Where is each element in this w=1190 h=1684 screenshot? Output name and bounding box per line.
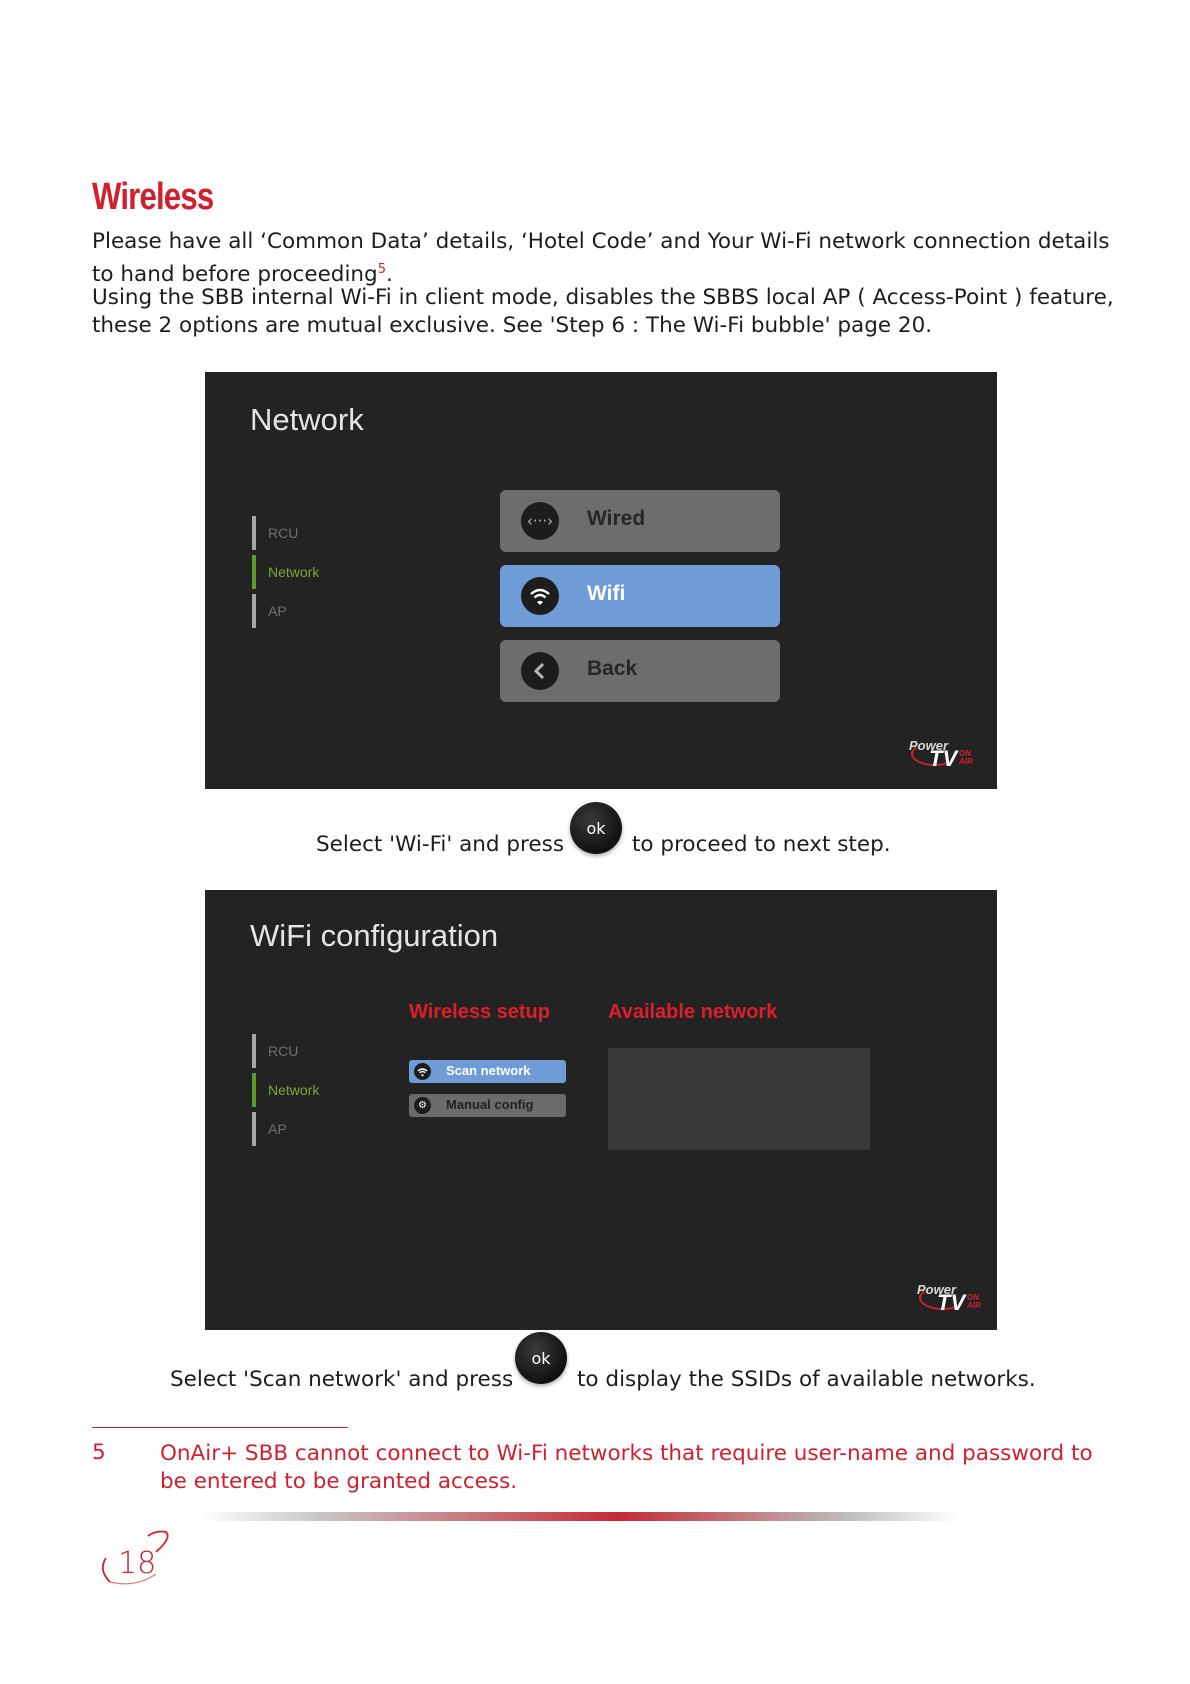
logo-tv-text: TV xyxy=(929,746,958,771)
footnote-number: 5 xyxy=(92,1440,106,1465)
footnote-ref[interactable]: 5 xyxy=(377,262,386,277)
logo-on-air-text: ON AIR xyxy=(967,1293,981,1310)
logo-tv-text: TV xyxy=(937,1290,966,1315)
button-label: Manual config xyxy=(446,1097,534,1112)
nav-label: RCU xyxy=(268,525,299,541)
button-label: Wired xyxy=(587,507,646,530)
available-network-list[interactable] xyxy=(608,1048,870,1150)
nav-indicator xyxy=(252,555,256,589)
screen-title: WiFi configuration xyxy=(250,918,499,953)
footnote-divider xyxy=(92,1427,348,1428)
nav-label: Network xyxy=(268,564,320,580)
screen-title: Network xyxy=(250,402,364,437)
intro-paragraph xyxy=(92,228,1122,289)
caption-text: Select 'Scan network' and press xyxy=(170,1367,514,1392)
nav-indicator xyxy=(252,1034,256,1068)
wired-button[interactable] xyxy=(500,490,780,552)
client-mode-paragraph: Using the SBB internal Wi-Fi in client mode, disables the SBBS local AP ( Access-Point ) feature, these 2 options are mutual exclusive. See 'Step 6 : The Wi-Fi bubble' page 20. xyxy=(92,285,1114,338)
button-label: Back xyxy=(587,657,638,680)
wifi-button[interactable] xyxy=(500,565,780,627)
logo-power-text: Power xyxy=(909,738,949,753)
wifi-icon xyxy=(414,1063,431,1080)
section-title: Wireless xyxy=(92,176,214,218)
available-network-heading: Available network xyxy=(608,1001,778,1023)
caption-text: Select 'Wi-Fi' and press xyxy=(316,832,565,857)
caption-text: to display the SSIDs of available networks. xyxy=(577,1367,1036,1392)
wireless-setup-heading: Wireless setup xyxy=(409,1001,550,1023)
button-label: Scan network xyxy=(446,1063,531,1078)
logo-on-air-text: ON AIR xyxy=(959,749,973,766)
footnote-text: OnAir+ SBB cannot connect to Wi-Fi networks that require user-name and password to be entered to be granted access. xyxy=(160,1441,1093,1494)
button-label: Wifi xyxy=(587,582,626,605)
ok-button-icon: ok xyxy=(515,1332,567,1384)
nav-indicator xyxy=(252,594,256,628)
logo-power-text: Power xyxy=(917,1282,957,1297)
nav-indicator xyxy=(252,516,256,550)
intro-text: Please have all ‘Common Data’ details, ‘Hotel Code’ and Your Wi-Fi network connection details to hand before proceeding xyxy=(92,229,1110,288)
footer-divider xyxy=(200,1512,960,1521)
wifi-config-screen xyxy=(205,890,997,1330)
ethernet-icon: ‹···› xyxy=(521,502,559,540)
chevron-left-icon xyxy=(521,652,559,690)
nav-label: Network xyxy=(268,1082,320,1098)
wifi-icon xyxy=(521,577,559,615)
manual-config-button[interactable] xyxy=(409,1094,566,1117)
scan-network-button[interactable] xyxy=(409,1060,566,1083)
caption-text: to proceed to next step. xyxy=(632,832,891,857)
intro-text-end: . xyxy=(385,262,393,288)
settings-icon: ⚙ xyxy=(414,1097,431,1114)
nav-label: AP xyxy=(268,1121,287,1137)
nav-label: RCU xyxy=(268,1043,299,1059)
ok-button-icon: ok xyxy=(570,802,622,854)
nav-label: AP xyxy=(268,603,287,619)
nav-indicator xyxy=(252,1112,256,1146)
nav-indicator xyxy=(252,1073,256,1107)
powertv-logo xyxy=(909,738,979,774)
back-button[interactable] xyxy=(500,640,780,702)
powertv-logo xyxy=(917,1282,987,1318)
page-number: 18 xyxy=(118,1546,157,1581)
network-screen xyxy=(205,372,997,789)
